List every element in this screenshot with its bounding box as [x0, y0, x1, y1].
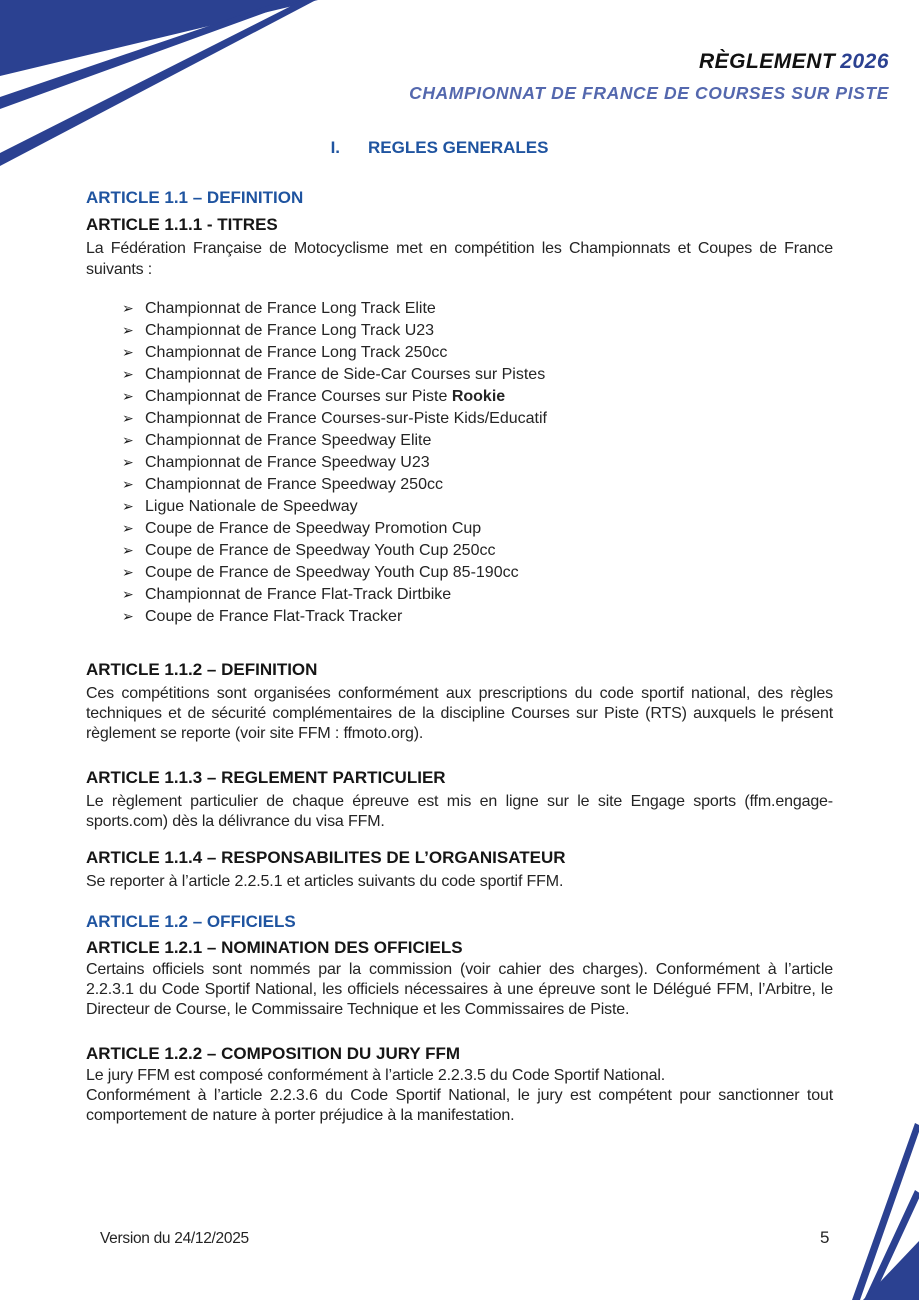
list-item	[122, 518, 833, 540]
section-1-1-title: ARTICLE 1.1 – DEFINITION	[86, 188, 304, 207]
chapter-title: REGLES GENERALES	[368, 138, 549, 157]
document-content	[86, 138, 833, 1126]
list-item-text: Coupe de France de Speedway Youth Cup 250cc	[145, 542, 496, 559]
article-1-1-1-intro: La Fédération Française de Motocyclisme met en compétition les Championnats et Coupes de France suivants :	[86, 240, 833, 278]
arrow-bullet-icon: ➢	[122, 433, 134, 449]
list-item-text: Championnat de France de Side-Car Courses sur Pistes	[145, 366, 546, 383]
list-item-text: Championnat de France Speedway Elite	[145, 432, 432, 449]
arrow-bullet-icon: ➢	[122, 609, 134, 625]
article-1-1-3-paragraph: Le règlement particulier de chaque épreuve est mis en ligne sur le site Engage sports (ffm.engage-sports.com) dès la délivrance du visa FFM.	[86, 793, 833, 830]
article-1-2-2-paragraph-1: Le jury FFM est composé conformément à l’article 2.2.3.5 du Code Sportif National.	[86, 1067, 666, 1084]
reglement-logo-text: RÈGLEMENT	[698, 50, 836, 73]
list-item-text: Championnat de France Speedway U23	[145, 454, 430, 471]
list-item	[122, 386, 833, 408]
article-1-1-4-title: ARTICLE 1.1.4 – RESPONSABILITES DE L’ORGANISATEUR	[86, 848, 566, 867]
list-item-text: Championnat de France Flat-Track Dirtbike	[145, 586, 452, 603]
list-item-text: Championnat de France Courses-sur-Piste Kids/Educatif	[145, 410, 547, 427]
reglement-logo-year: 2026	[840, 50, 889, 73]
list-item-text: Coupe de France de Speedway Youth Cup 85-190cc	[145, 564, 519, 581]
arrow-bullet-icon: ➢	[122, 477, 134, 493]
arrow-bullet-icon: ➢	[122, 587, 134, 603]
article-1-2-2-paragraph-2: Conformément à l’article 2.2.3.6 du Code Sportif National, le jury est compétent pour sanctionner tout comportement de nature à porter préjudice à la manifestation.	[86, 1087, 833, 1124]
list-item-bold-text: Rookie	[451, 388, 506, 405]
arrow-bullet-icon: ➢	[122, 543, 134, 559]
arrow-bullet-icon: ➢	[122, 455, 134, 471]
arrow-bullet-icon: ➢	[122, 367, 134, 383]
list-item	[122, 364, 833, 386]
championship-subtitle: CHAMPIONNAT DE FRANCE DE COURSES SUR PISTE	[409, 83, 889, 103]
footer-version-text: Version du 24/12/2025	[100, 1230, 249, 1247]
article-1-1-2-paragraph: Ces compétitions sont organisées conformément aux prescriptions du code sportif national, des règles techniques et de sécurité complémentaires de la discipline Courses sur Piste (RTS) auxquels le présent règlement se reporte (voir site FFM : ffmoto.org).	[86, 685, 833, 742]
bottom-right-stripes-decoration	[833, 1120, 919, 1300]
list-item	[122, 562, 833, 584]
chapter-numeral: I.	[330, 138, 341, 157]
list-item-text: Ligue Nationale de Speedway	[145, 498, 358, 515]
list-item	[122, 606, 833, 628]
list-item	[122, 540, 833, 562]
list-item	[122, 320, 833, 342]
article-1-2-1-title: ARTICLE 1.2.1 – NOMINATION DES OFFICIELS	[86, 938, 463, 957]
list-item	[122, 342, 833, 364]
footer-page-number: 5	[820, 1228, 830, 1247]
list-item	[122, 584, 833, 606]
list-item-text: Championnat de France Long Track Elite	[145, 300, 436, 317]
arrow-bullet-icon: ➢	[122, 411, 134, 427]
header-brand	[409, 50, 889, 103]
list-item	[122, 496, 833, 518]
list-item-text: Coupe de France de Speedway Promotion Cup	[145, 520, 482, 537]
list-item	[122, 298, 833, 320]
list-item-text: Championnat de France Speedway 250cc	[145, 476, 443, 493]
championships-list	[86, 298, 833, 628]
article-1-2-1-paragraph: Certains officiels sont nommés par la commission (voir cahier des charges). Conformément à l’article 2.2.3.1 du Code Sportif National, les officiels nécessaires à une épreuve sont le Délégué FFM, l’Arbitre, le Directeur de Course, le Commissaire Technique et les Commissaires de Piste.	[86, 961, 833, 1018]
article-1-2-2-title: ARTICLE 1.2.2 – COMPOSITION DU JURY FFM	[86, 1044, 461, 1063]
chapter-heading	[66, 138, 813, 158]
list-item-text: Coupe de France Flat-Track Tracker	[145, 608, 403, 625]
article-1-1-4-paragraph: Se reporter à l’article 2.2.5.1 et articles suivants du code sportif FFM.	[86, 873, 564, 890]
arrow-bullet-icon: ➢	[122, 323, 134, 339]
arrow-bullet-icon: ➢	[122, 499, 134, 515]
arrow-bullet-icon: ➢	[122, 565, 134, 581]
arrow-bullet-icon: ➢	[122, 301, 134, 317]
list-item	[122, 408, 833, 430]
arrow-bullet-icon: ➢	[122, 345, 134, 361]
arrow-bullet-icon: ➢	[122, 521, 134, 537]
list-item	[122, 474, 833, 496]
list-item-text: Championnat de France Courses sur Piste	[145, 388, 452, 405]
article-1-1-1-title: ARTICLE 1.1.1 - TITRES	[86, 215, 278, 234]
list-item	[122, 430, 833, 452]
article-1-1-2-title: ARTICLE 1.1.2 – DEFINITION	[86, 660, 318, 679]
arrow-bullet-icon: ➢	[122, 389, 134, 405]
article-1-1-3-title: ARTICLE 1.1.3 – REGLEMENT PARTICULIER	[86, 768, 446, 787]
list-item-text: Championnat de France Long Track 250cc	[145, 344, 448, 361]
reglement-logo	[409, 50, 889, 74]
list-item	[122, 452, 833, 474]
list-item-text: Championnat de France Long Track U23	[145, 322, 435, 339]
section-1-2-title: ARTICLE 1.2 – OFFICIELS	[86, 912, 296, 931]
